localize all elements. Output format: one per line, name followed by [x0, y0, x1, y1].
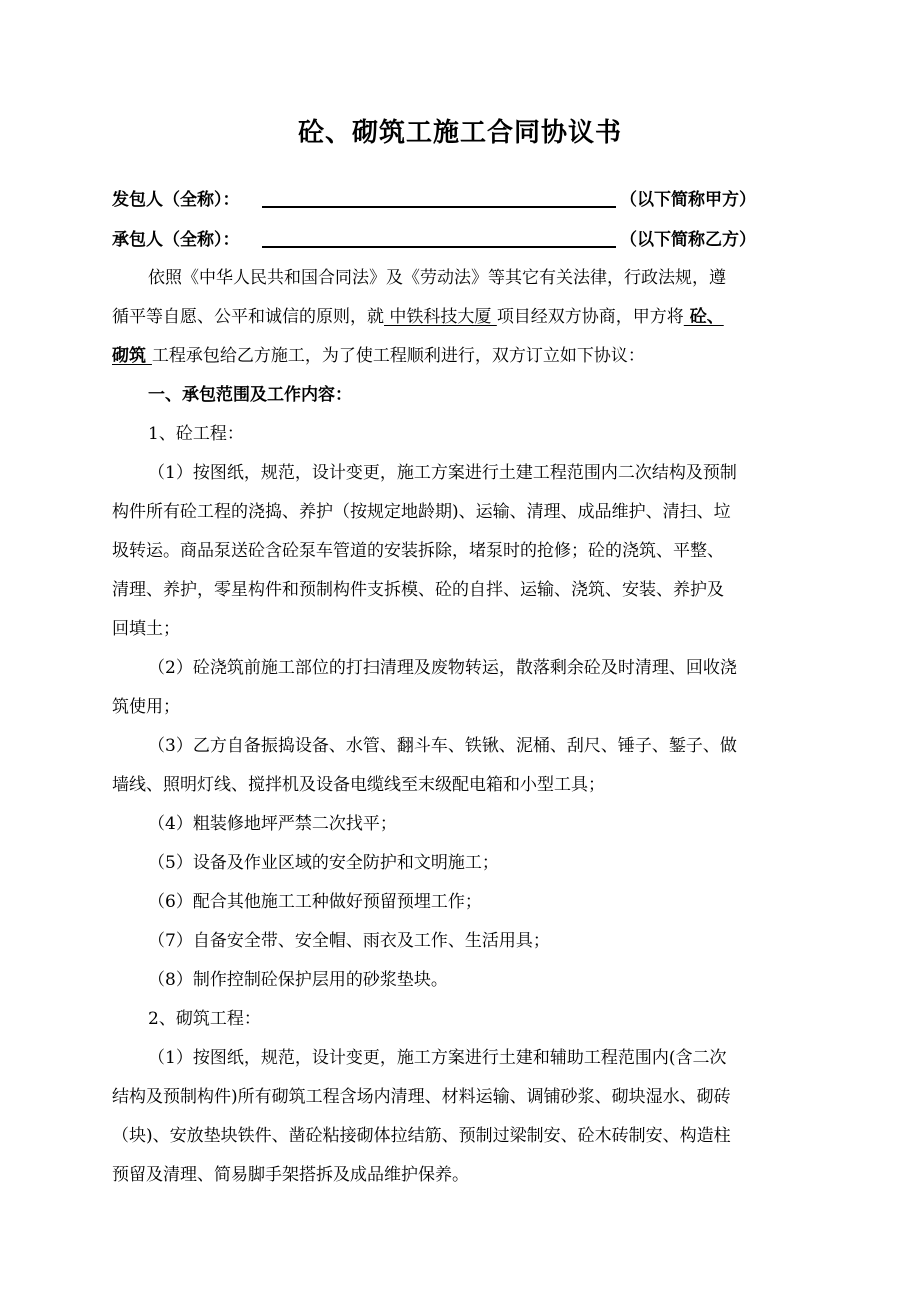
intro-line-2: [112, 302, 724, 327]
item-1-7: （7）自备安全带、安全帽、雨衣及工作、生活用具；: [148, 931, 550, 951]
item-1-1-line-4: 清理、养护，零星构件和预制构件支拆模、砼的自拌、运输、浇筑、安装、养护及: [112, 580, 724, 600]
item-1-2-line-1: （2）砼浇筑前施工部位的打扫清理及废物转运，散落剩余砼及时清理、回收浇: [148, 658, 737, 678]
party-a-label: 发包人（全称）：: [112, 190, 240, 210]
item-1-3-line-2: 墙线、照明灯线、搅拌机及设备电缆线至末级配电箱和小型工具；: [112, 775, 605, 795]
project-name: 中铁科技大厦: [384, 307, 497, 327]
party-b-blank-line: [262, 246, 616, 248]
item-2-heading: 2、砌筑工程：: [148, 1009, 261, 1029]
work-type-part-1: 砼、: [683, 307, 724, 327]
party-b-label: 承包人（全称）：: [112, 230, 240, 250]
item-1-2-line-2: 筑使用；: [112, 697, 180, 717]
party-b-row: [112, 225, 812, 251]
item-1-8: （8）制作控制砼保护层用的砂浆垫块。: [148, 970, 448, 990]
item-2-1-line-1: （1）按图纸，规范，设计变更，施工方案进行土建和辅助工程范围内(含二次: [148, 1048, 727, 1068]
item-1-1-line-2: 构件所有砼工程的浇捣、养护（按规定地龄期)、运输、清理、成品维护、清扫、垃: [112, 502, 731, 522]
item-1-4: （4）粗装修地坪严禁二次找平；: [148, 814, 397, 834]
work-type-part-2: 砌筑: [112, 346, 152, 366]
intro-line-1: 依照《中华人民共和国合同法》及《劳动法》等其它有关法律，行政法规，遵: [148, 268, 726, 288]
party-b-suffix: （以下简称乙方）: [620, 230, 756, 250]
intro-line-2-mid: 项目经双方协商，甲方将: [496, 307, 684, 327]
party-a-row: [112, 185, 812, 211]
intro-line-2-pre: 循平等自愿、公平和诚信的原则，就: [112, 307, 384, 327]
item-1-heading: 1、砼工程：: [148, 424, 244, 444]
party-a-suffix: （以下简称甲方）: [620, 190, 756, 210]
item-1-1-line-5: 回填土；: [112, 619, 180, 639]
item-2-1-line-4: 预留及清理、简易脚手架搭拆及成品维护保养。: [112, 1165, 469, 1185]
item-2-1-line-3: （块)、安放垫块铁件、凿砼粘接砌体拉结筋、预制过梁制安、砼木砖制安、构造柱: [112, 1126, 731, 1146]
party-a-blank-line: [262, 206, 616, 208]
intro-line-3-post: 工程承包给乙方施工，为了使工程顺利进行，双方订立如下协议：: [151, 346, 645, 366]
item-1-6: （6）配合其他施工工种做好预留预埋工作；: [148, 892, 482, 912]
item-1-3-line-1: （3）乙方自备振捣设备、水管、翻斗车、铁锹、泥桶、刮尺、锤子、錾子、做: [148, 736, 737, 756]
item-1-5: （5）设备及作业区域的安全防护和文明施工；: [148, 853, 499, 873]
intro-line-3: [112, 341, 645, 366]
item-1-1-line-1: （1）按图纸，规范，设计变更，施工方案进行土建工程范围内二次结构及预制: [148, 463, 737, 483]
page-title: 砼、砌筑工施工合同协议书: [297, 118, 622, 148]
item-1-1-line-3: 圾转运。商品泵送砼含砼泵车管道的安装拆除，堵泵时的抢修；砼的浇筑、平整、: [112, 541, 724, 561]
section-1-heading: 一、承包范围及工作内容：: [148, 385, 352, 405]
item-2-1-line-2: 结构及预制构件)所有砌筑工程含场内清理、材料运输、调铺砂浆、砌块湿水、砌砖: [112, 1087, 731, 1107]
